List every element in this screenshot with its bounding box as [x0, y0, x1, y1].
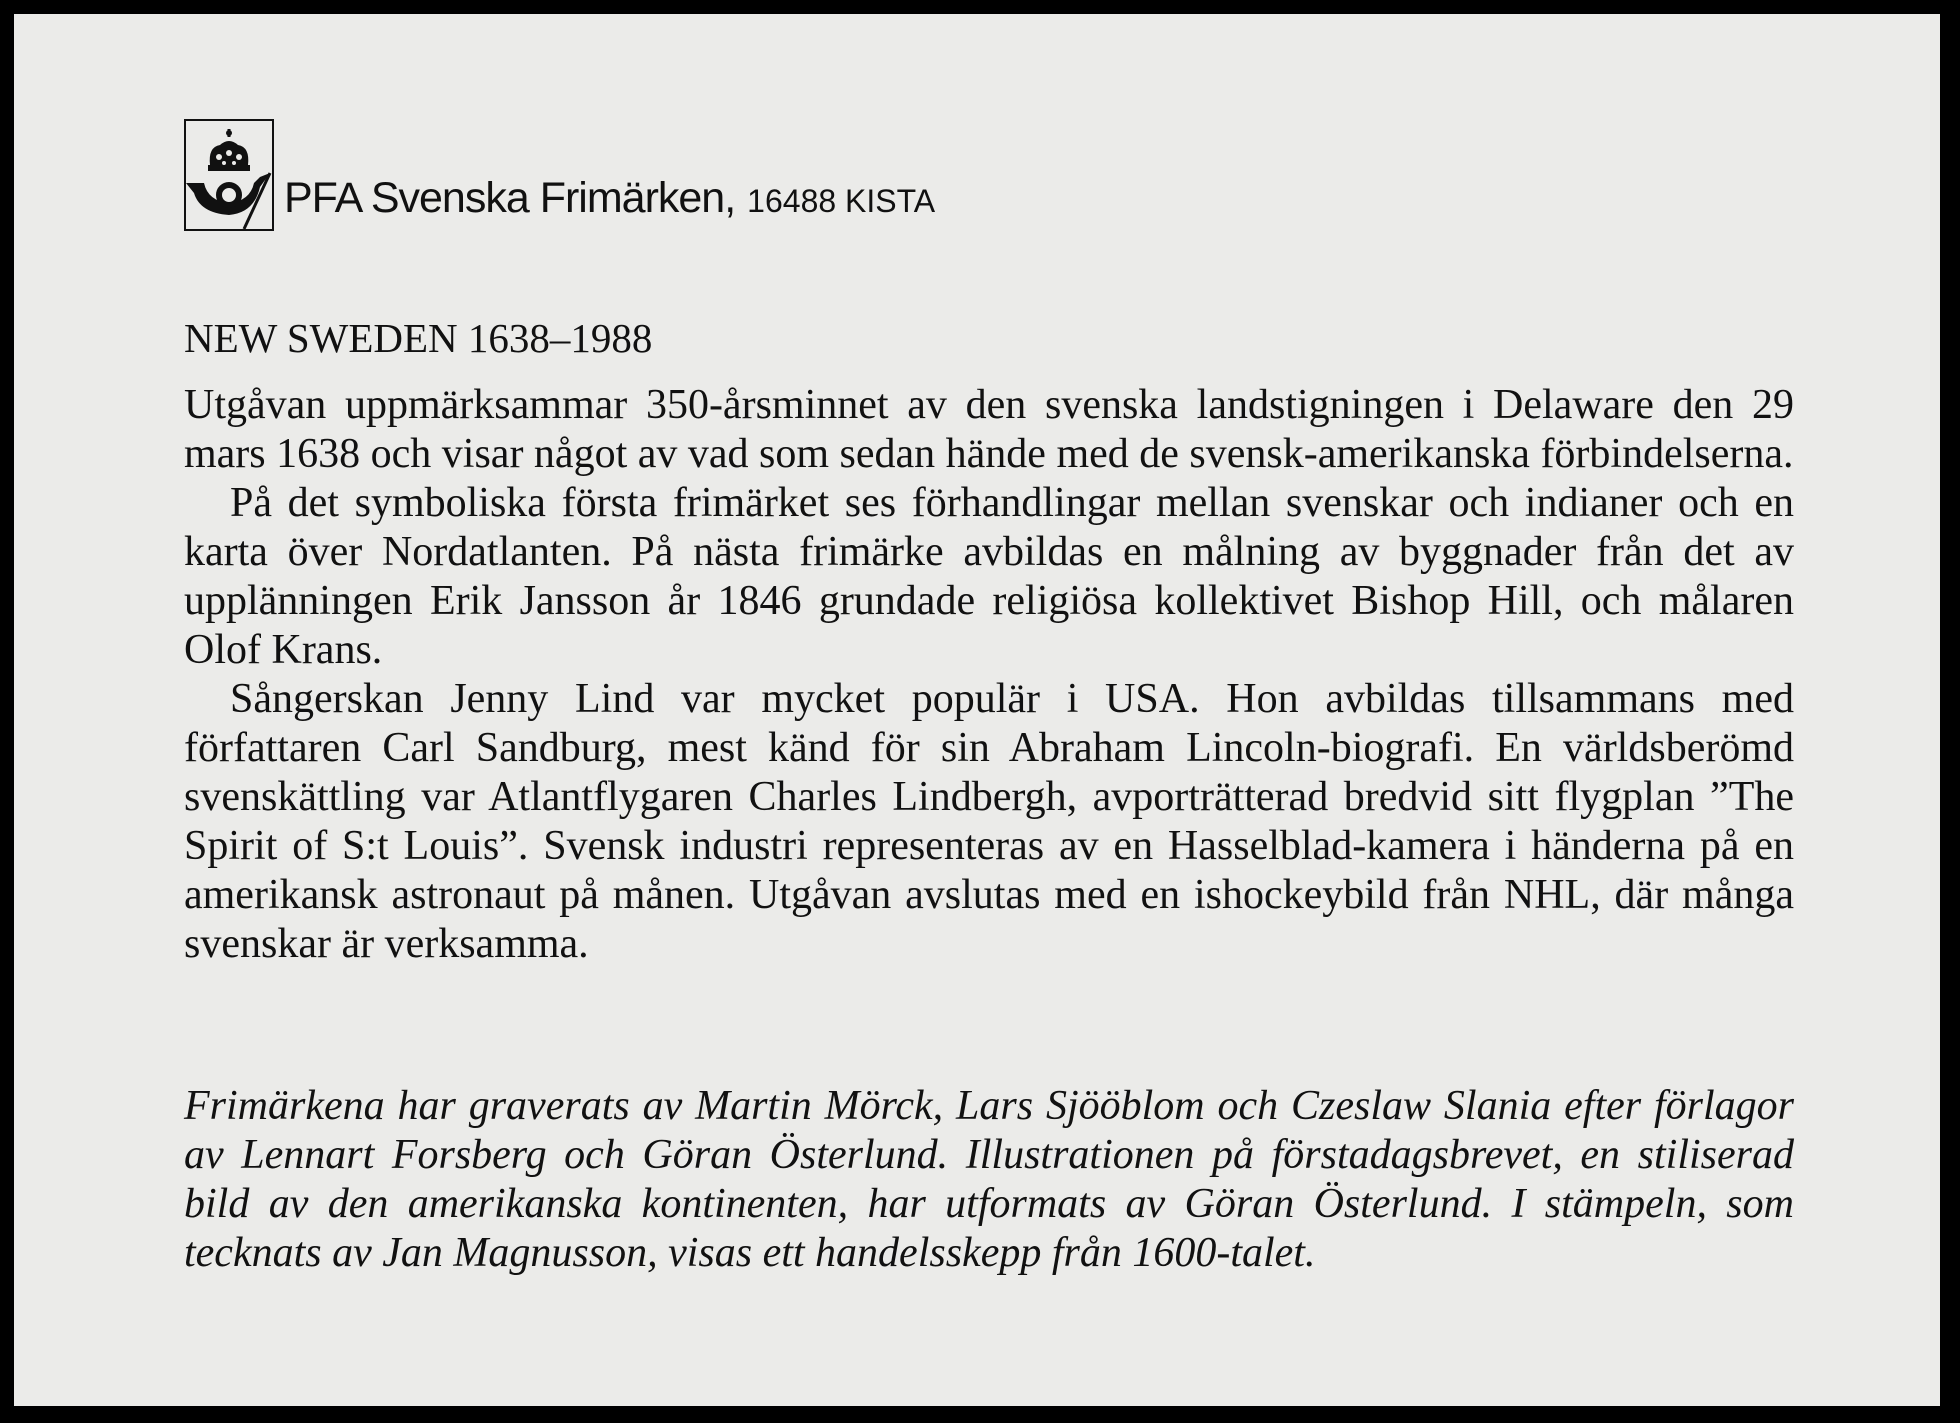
issue-title: NEW SWEDEN 1638–1988	[184, 315, 653, 361]
sender-name: PFA Svenska Frimärken,	[284, 174, 736, 222]
sender-line	[284, 174, 935, 223]
description	[184, 381, 1794, 969]
paragraph-intro: Utgåvan uppmärksammar 350-årsminnet av den svenska landstigningen i Delaware den 29 mars 1638 och visar något av vad som sedan hände med de svensk-amerikanska förbindelserna.	[184, 382, 1794, 477]
letterhead	[184, 119, 935, 231]
posten-logo-icon	[184, 119, 274, 231]
engraving-credits: Frimärkena har graverats av Martin Mörck, Lars Sjööblom och Czeslaw Slania efter förlagor av Lennart Forsberg och Göran Österlund. Illustrationen på förstadagsbrevet, en stiliserad bild av den amerikanska kontinenten, har utformats av Göran Österlund. I stämpeln, som tecknats av Jan Magnusson, visas ett handelsskepp från 1600-talet.	[184, 1083, 1794, 1276]
info-card	[14, 14, 1940, 1406]
paragraph-stamps: På det symboliska första frimärket ses förhandlingar mellan svenskar och indianer och en karta över Nordatlanten. På nästa frimärke avbildas en målning av byggnader från det av upplänningen Erik Jansson år 1846 grundade religiösa kollektivet Bishop Hill, och målaren Olof Krans.	[184, 480, 1794, 673]
sender-address: 16488 KISTA	[747, 183, 936, 219]
paragraph-people: Sångerskan Jenny Lind var mycket populär i USA. Hon avbildas tillsammans med författaren Carl Sandburg, mest känd för sin Abraham Lincoln-biografi. En världsberömd svenskättling var Atlantflygaren Charles Lindbergh, avporträtterad bredvid sitt flygplan ”The Spirit of S:t Louis”. Svensk industri representeras av en Hasselblad-kamera i händerna på en amerikansk astronaut på månen. Utgåvan avslutas med en ishockeybild från NHL, där många svenskar är verksamma.	[184, 676, 1794, 967]
